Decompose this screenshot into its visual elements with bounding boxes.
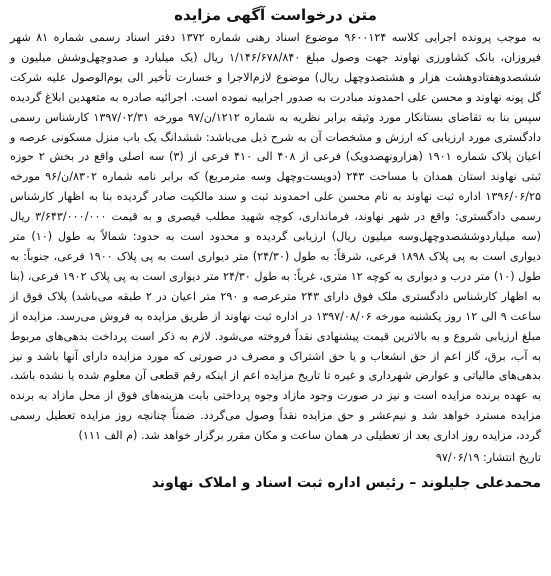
signature: محمدعلی جلیلوند – رئیس اداره ثبت اسناد و املاک نهاوند <box>151 475 541 492</box>
publish-date: تاریخ انتشار: ۹۷/۰۶/۱۹ <box>435 451 541 465</box>
notice-body: به موجب پرونده اجرایی کلاسه ۹۶۰۰۱۲۴ موضوع اسناد رهنی شماره ۱۳۷۲ دفتر اسناد رسمی شماره ۸۱ شهر فیروزان، بانک کشاورزی نهاوند جهت وصول مبلغ ۱/۱۴۶/۶۷۸/۸۴۰ ریال (یک میلیارد و صدوچهل‌وشش میلیون و ششصدوهفتادوهشت هزار و هشتصدوچهل ریال) موضوع لازم‌الاجرا و خسارت تأخیر الی یوم‌الوصول علیه شرکت گل پونه نهاوند و محسن علی احمدوند مبادرت به صدور اجراییه نموده است. اجرائیه صادره به متعهدین ابلاغ گردیده سپس بنا به تقاضای بستانکار مورد وثیقه برابر نظریه به شماره ۱۲۱۲/ن/۹۷ مورخه ۱۳۹۷/۰۲/۳۱ کارشناس رسمی دادگستری مورد ارزیابی که ارزش و مشخصات آن به شرح ذیل می‌باشد: ششدانگ یک باب منزل مسکونی عرصه و اعیان پلاک شماره ۱۹۰۱ (هزارونهصدویک) فرعی از ۴۰۸ الی ۴۱۰ فرعی از (۳) سه اصلی واقع در بخش ۲ حوزه ثبتی نهاوند استان همدان با مساحت ۲۴۳ (دویست‌وچهل وسه مترمربع) که برابر نامه شماره ۸۳۰۲/ن/۹۶ مورخه ۱۳۹۶/۰۶/۲۵ اداره ثبت نهاوند به نام محسن علی احمدوند ثبت و سند مالکیت صادر گردیده بنا به اظهار کارشناس رسمی دادگستری: واقع در شهر نهاوند، فرمانداری، کوچه شهید مطلب قیصری و به قیمت ۳/۶۴۳/۰۰۰/۰۰۰ ریال (سه میلیاردوششصدوچهل‌وسه میلیون ریال) ارزیابی گردیده و محدود است به حدود: شمالاً به طول (۱۰) متر دیواری است به پی پلاک ۱۸۹۸ فرعی، شرقاً: به طول (۲۴/۳۰) متر دیواری است به پی پلاک ۱۹۰۰ فرعی، جنوباً: به طول (۱۰) متر درب و دیواری به کوچه ۱۲ متری، غرباً: به طول ۲۴/۳۰ متر دیواری است به پی پلاک ۱۹۰۲ فرعی، (بنا به اظهار کارشناس دادگستری ملک فوق دارای ۲۴۳ مترعرصه و ۲۹۰ متر اعیان در ۲ طبقه می‌باشد) پلاک فوق از ساعت ۹ الی ۱۲ روز یکشنبه مورخه ۱۳۹۷/۰۸/۰۶ در اداره ثبت نهاوند از طریق مزایده به فروش می‌رسد. مزایده از مبلغ ارزیابی شروع و به بالاترین قیمت پیشنهادی نقداً فروخته می‌شود. لازم به ذکر است پرداخت بدهی‌های مربوط به آب، برق، گاز اعم از حق انشعاب و یا حق اشتراک و مصرف در صورتی که مورد مزایده دارای آنها باشد و نیز بدهی‌های مالیاتی و عوارض شهرداری و غیره تا تاریخ مزایده اعم از اینکه رقم قطعی آن معلوم شده یا نشده باشد، به عهده برنده مزایده است و نیز در صورت وجود مازاد وجوه پرداختی بابت هزینه‌های فوق از محل مازاد به برنده مزایده مسترد خواهد شد و نیم‌عشر و حق مزایده نقداً وصول می‌گردد. ضمناً چنانچه روز مزایده تعطیل رسمی گردد، مزایده روز اداری بعد از تعطیلی در همان ساعت و مکان مقرر برگزار خواهد شد. (م الف ۱۱۱) <box>10 31 541 443</box>
notice-title: متن درخواست آگهی مزایده <box>174 6 377 24</box>
